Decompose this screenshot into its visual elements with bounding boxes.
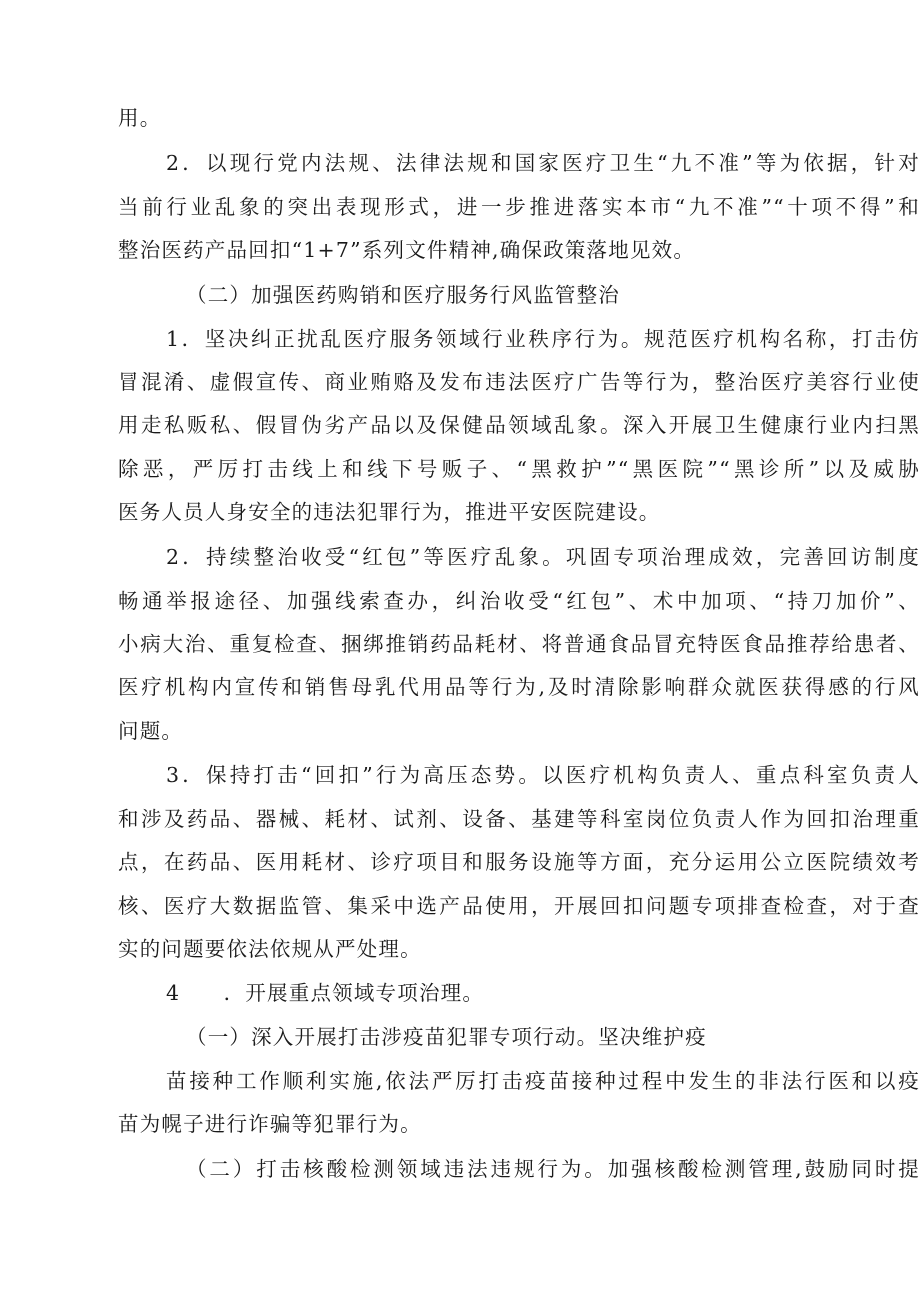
text-line: 2．持续整治收受“红包”等医疗乱象。巩固专项治理成效，完善回访制度 (166, 545, 920, 569)
text-line: 小病大治、重复检查、捆绑推销药品耗材、将普通食品冒充特医食品推荐给患者、 (118, 632, 920, 656)
text-line: 苗接种工作顺利实施,依法严厉打击疫苗接种过程中发生的非法行医和以疫 (166, 1069, 920, 1093)
section-heading: （二）加强医药购销和医疗服务行风监管整治 (186, 283, 620, 307)
text-line: 当前行业乱象的突出表现形式，进一步推进落实本市“九不准”“十项不得”和 (118, 195, 920, 219)
text-line: 实的问题要依法依规从严处理。 (118, 937, 422, 961)
text-line: 畅通举报途径、加强线索查办，纠治收受“红包”、术中加项、“持刀加价”、 (118, 589, 920, 613)
text-line: 点，在药品、医用耗材、诊疗项目和服务设施等方面，充分运用公立医院绩效考 (118, 850, 920, 874)
text-line: 2．以现行党内法规、法律法规和国家医疗卫生“九不准”等为依据，针对 (166, 151, 920, 175)
text-line: 1．坚决纠正扰乱医疗服务领域行业秩序行为。规范医疗机构名称，打击仿 (166, 327, 920, 351)
text-line: 3．保持打击“回扣”行为高压态势。以医疗机构负责人、重点科室负责人 (166, 763, 920, 787)
text-line: 和涉及药品、器械、耗材、试剂、设备、基建等科室岗位负责人作为回扣治理重 (118, 807, 920, 831)
section-heading: 4 ．开展重点领域专项治理。 (166, 981, 485, 1005)
text-line: 苗为幌子进行诈骗等犯罪行为。 (118, 1112, 422, 1136)
text-line: 用。 (118, 106, 162, 130)
text-line: 医疗机构内宣传和销售母乳代用品等行为,及时清除影响群众就医获得感的行风 (118, 675, 920, 699)
text-line: 整治医药产品回扣“1+7”系列文件精神,确保政策落地见效。 (118, 238, 696, 262)
text-line: 除恶，严厉打击线上和线下号贩子、“黑救护”“黑医院”“黑诊所”以及威胁 (118, 457, 920, 481)
text-line: （一）深入开展打击涉疫苗犯罪专项行动。坚决维护疫 (186, 1025, 707, 1049)
text-line: 医务人员人身安全的违法犯罪行为，推进平安医院建设。 (118, 500, 661, 524)
text-line: 用走私贩私、假冒伪劣产品以及保健品领域乱象。深入开展卫生健康行业内扫黑 (118, 413, 920, 437)
text-line: （二）打击核酸检测领域违法违规行为。加强核酸检测管理,鼓励同时提 (186, 1157, 920, 1181)
text-line: 核、医疗大数据监管、集采中选产品使用，开展回扣问题专项排查检查，对于查 (118, 894, 920, 918)
text-line: 问题。 (118, 719, 184, 743)
text-line: 冒混淆、虚假宣传、商业贿赂及发布违法医疗广告等行为，整治医疗美容行业使 (118, 370, 920, 394)
